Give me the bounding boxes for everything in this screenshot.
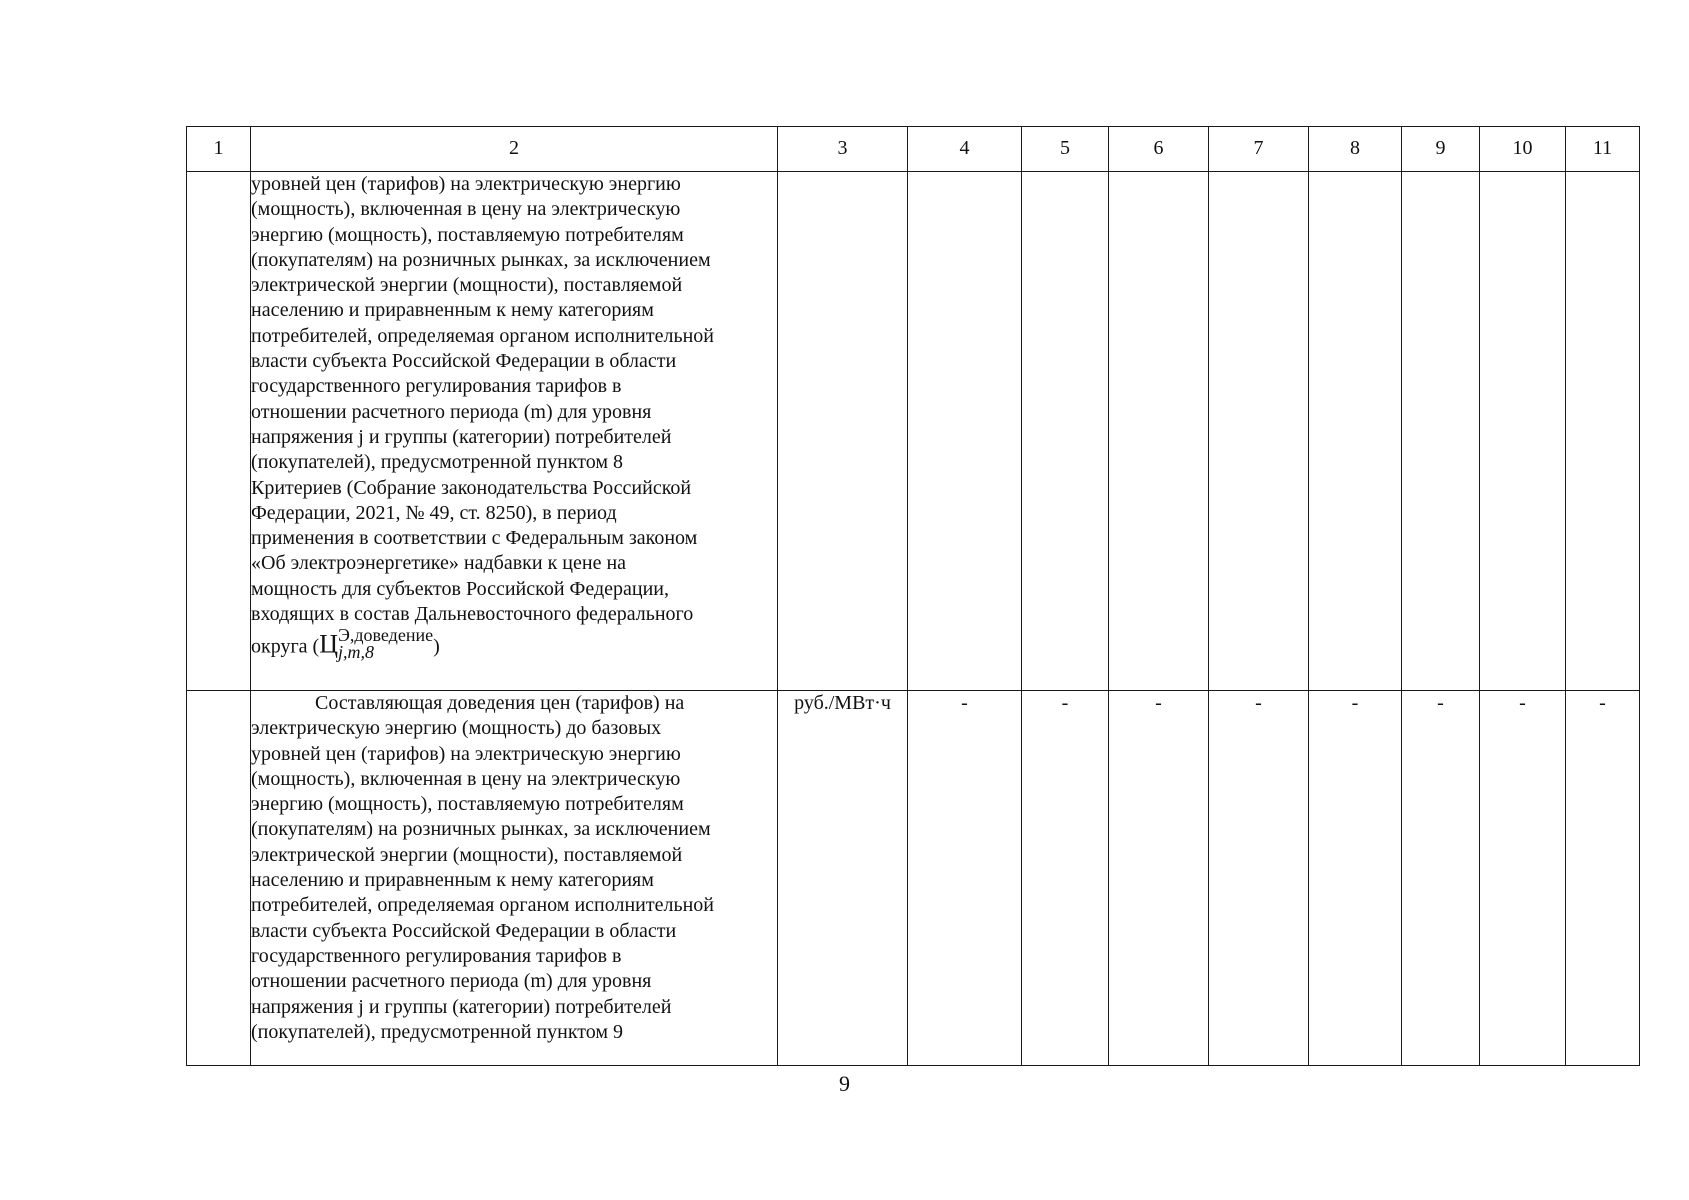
text-line: (покупателям) на розничных рынках, за исключением [251, 818, 711, 841]
value-cell [1402, 172, 1480, 691]
text-line: электрической энергии (мощности), поставляемой [251, 843, 683, 866]
value-cell: - [1022, 691, 1109, 1066]
description-cell [251, 172, 778, 691]
text-line: энергию (мощность), поставляемую потребителям [251, 223, 684, 246]
value-cell [1566, 172, 1640, 691]
text-line: электрическую энергию (мощность) до базовых [251, 717, 662, 740]
text-line: напряжения j и группы (категории) потребителей [251, 995, 672, 1018]
row-number-cell [187, 172, 251, 691]
text-line: населению и приравненным к нему категориям [251, 869, 654, 892]
text-line: отношении расчетного периода (m) для уровня [251, 970, 652, 993]
text-line: государственного регулирования тарифов в [251, 944, 622, 967]
tariff-table [186, 126, 1640, 1066]
formula-superscript: Э,доведение [337, 625, 434, 646]
text-line: энергию (мощность), поставляемую потребителям [251, 793, 684, 816]
column-header: 5 [1022, 127, 1109, 172]
value-cell [1309, 172, 1402, 691]
value-cell [908, 172, 1022, 691]
value-cell: - [1309, 691, 1402, 1066]
text-line: мощность для субъектов Российской Федерации, [251, 577, 669, 600]
text-line: власти субъекта Российской Федерации в области [251, 919, 677, 942]
row-number-cell [187, 691, 251, 1066]
column-header: 7 [1209, 127, 1309, 172]
text-line: (мощность), включенная в цену на электрическую [251, 198, 681, 221]
text-line: уровней цен (тарифов) на электрическую энергию [251, 173, 681, 195]
value-cell [1022, 172, 1109, 691]
table-row [187, 172, 1640, 691]
column-header: 8 [1309, 127, 1402, 172]
table-header-row [187, 127, 1640, 172]
text-line: государственного регулирования тарифов в [251, 375, 622, 398]
unit-cell [778, 172, 908, 691]
value-cell: - [1402, 691, 1480, 1066]
column-header: 3 [778, 127, 908, 172]
text-line: Критериев (Собрание законодательства Российской [251, 476, 692, 499]
value-cell [1109, 172, 1209, 691]
text-line: (покупателей), предусмотренной пунктом 9 [251, 1020, 624, 1043]
table-row [187, 691, 1640, 1066]
value-cell: - [1209, 691, 1309, 1066]
column-header: 9 [1402, 127, 1480, 172]
page-number: 9 [839, 1071, 850, 1096]
text-line: применения в соответствии с Федеральным законом [251, 527, 698, 550]
text-line: (покупателей), предусмотренной пунктом 8 [251, 451, 624, 474]
text-line: отношении расчетного периода (m) для уровня [251, 400, 652, 423]
formula-subscript: j,m,8 [337, 642, 374, 663]
text-line: (мощность), включенная в цену на электрическую [251, 767, 681, 790]
formula-prefix: округа ( [251, 635, 320, 658]
column-header: 10 [1480, 127, 1566, 172]
value-cell: - [908, 691, 1022, 1066]
formula-indices [338, 627, 433, 661]
text-line: потребителей, определяемая органом исполнительной [251, 324, 714, 347]
column-header: 4 [908, 127, 1022, 172]
text-line: электрической энергии (мощности), поставляемой [251, 274, 683, 297]
value-cell [1209, 172, 1309, 691]
text-line: входящих в состав Дальневосточного федерального [251, 603, 694, 626]
value-cell: - [1480, 691, 1566, 1066]
value-cell [1480, 172, 1566, 691]
value-cell: - [1109, 691, 1209, 1066]
description-cell [251, 691, 778, 1066]
formula-base: Ц [319, 629, 338, 659]
unit-cell: руб./МВт·ч [778, 691, 908, 1066]
formula-suffix: ) [433, 635, 440, 658]
column-header: 1 [187, 127, 251, 172]
text-line: (покупателям) на розничных рынках, за исключением [251, 248, 711, 271]
column-header: 2 [251, 127, 778, 172]
text-line: «Об электроэнергетике» надбавки к цене на [251, 552, 627, 575]
text-line: власти субъекта Российской Федерации в области [251, 350, 677, 373]
text-line: Составляющая доведения цен (тарифов) на [315, 692, 685, 714]
text-line: потребителей, определяемая органом исполнительной [251, 894, 714, 917]
column-header: 6 [1109, 127, 1209, 172]
text-line: Федерации, 2021, № 49, ст. 8250), в период [251, 501, 617, 524]
formula-line [251, 625, 777, 665]
value-cell: - [1566, 691, 1640, 1066]
text-line: уровней цен (тарифов) на электрическую энергию [251, 742, 681, 765]
text-line: напряжения j и группы (категории) потребителей [251, 425, 672, 448]
column-header: 11 [1566, 127, 1640, 172]
text-line: населению и приравненным к нему категориям [251, 299, 654, 322]
